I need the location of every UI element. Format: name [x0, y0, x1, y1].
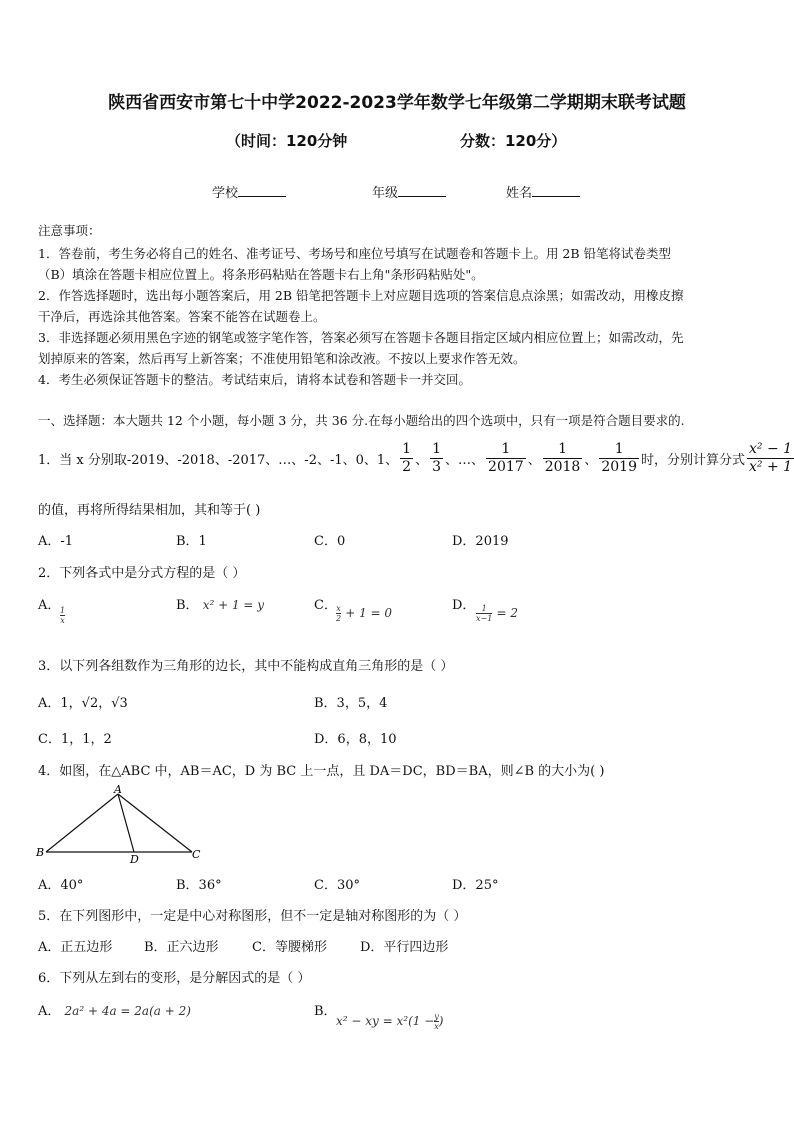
note-2b: 干净后，再选涂其他答案。答案不能答在试题卷上。	[38, 309, 326, 324]
segment-ad	[118, 794, 134, 852]
q4-option-a[interactable]: A．40°	[38, 878, 84, 893]
q4-option-b[interactable]: B．36°	[176, 878, 222, 893]
exam-time: （时间：120分钟	[226, 132, 348, 150]
expression-fraction: $\frac{\text{x² − 1}}{\text{x² + 1}}$	[749, 441, 793, 475]
q4-option-c[interactable]: C．30°	[314, 878, 360, 893]
q2-a-expr: 1 x	[60, 606, 66, 625]
triangle-figure	[34, 782, 214, 866]
exam-score: 分数：120分）	[460, 132, 567, 150]
q1-option-b[interactable]: B．1	[176, 534, 207, 549]
note-4: 4．考生必须保证答题卡的整洁。考试结束后，请将本试卷和答题卡一并交回。	[38, 372, 471, 387]
grade-blank[interactable]	[398, 184, 446, 197]
q2-c-label: C．	[314, 598, 337, 613]
q3-option-a[interactable]: A．1，√2，√3	[38, 696, 128, 711]
question-1-stem	[38, 441, 794, 476]
note-1b: （B）填涂在答题卡相应位置上。将条形码粘贴在答题卡右上角"条形码粘贴处"。	[38, 267, 484, 282]
question-5-stem: 5．在下列图形中，一定是中心对称图形，但不一定是轴对称图形的为（ ）	[38, 909, 467, 924]
note-2a: 2．作答选择题时，选出每小题答案后，用 2B 铅笔把答题卡上对应题目选项的答案信息点涂黑；如需改动，用橡皮擦	[38, 288, 684, 303]
note-1a: 1．答卷前，考生务必将自己的姓名、准考证号、考场号和座位号填写在试题卷和答题卡上。用 2B 铅笔将试卷类型	[38, 246, 672, 261]
question-6-stem: 6．下列从左到右的变形，是分解因式的是（ ）	[38, 971, 311, 986]
separator: 、	[527, 453, 541, 468]
separator: 、	[415, 453, 429, 468]
separator: 、	[584, 453, 598, 468]
q2-b-expr: x² + 1 = y	[202, 598, 265, 612]
q4-option-d[interactable]: D．25°	[452, 878, 499, 893]
note-3a: 3．非选择题必须用黑色字迹的钢笔或签字笔作答，答案必须写在答题卡各题目指定区域内相应位置上；如需改动，先	[38, 330, 684, 345]
q6-b-label: B．	[314, 1004, 337, 1019]
q2-b-label: B．	[176, 598, 199, 613]
q5-option-a[interactable]: A．正五边形	[38, 940, 113, 955]
q2-a-label: A．	[38, 598, 61, 613]
q2-option-a[interactable]	[38, 594, 66, 625]
q2-d-expr: $\frac{1}{x-1}$ = 2	[476, 604, 518, 623]
q2-option-c[interactable]	[314, 594, 393, 623]
fraction-1-2: $\frac{1}{2}$	[402, 441, 412, 475]
fraction-1-2017: $\frac{1}{2017}$	[488, 441, 524, 475]
q6-option-b[interactable]	[314, 1000, 444, 1031]
name-label: 姓名	[506, 186, 533, 201]
segment-ab	[46, 794, 118, 852]
q5-option-c[interactable]: C．等腰梯形	[252, 940, 327, 955]
grade-label: 年级	[372, 186, 399, 201]
question-3-stem: 3．以下列各组数作为三角形的边长，其中不能构成直角三角形的是（ ）	[38, 659, 454, 674]
q6-b-expr: x² − xy = x²(1 − $\frac{y}{x}$ )	[336, 1012, 444, 1031]
q1-mid: 时，分别计算分式	[641, 453, 746, 468]
school-blank[interactable]	[238, 184, 286, 197]
q2-c-expr: $\frac{x}{2}$ + 1 = 0	[336, 604, 393, 623]
name-field	[506, 182, 580, 201]
exam-title: 陕西省西安市第七十中学2022-2023学年数学七年级第二学期期末联考试题	[108, 93, 686, 113]
q5-option-b[interactable]: B．正六边形	[144, 940, 219, 955]
q1-option-d[interactable]: D．2019	[452, 534, 509, 549]
fraction-1-3: $\frac{1}{3}$	[432, 441, 442, 475]
q6-option-a[interactable]	[38, 1000, 191, 1019]
q2-option-b[interactable]	[176, 594, 264, 613]
q1-lead: 1．当 x 分别取-2019、-2018、-2017、…、-2、-1、0、1、	[38, 453, 399, 468]
q2-d-label: D．	[452, 598, 476, 613]
vertex-d-label: D	[130, 853, 139, 866]
name-blank[interactable]	[532, 184, 580, 197]
fraction-1-2019: $\frac{1}{2019}$	[601, 441, 637, 475]
fraction-1-2018: $\frac{1}{2018}$	[544, 441, 581, 475]
ellipsis: 、…、	[445, 453, 485, 468]
q2-option-d[interactable]	[452, 594, 518, 623]
q3-option-b[interactable]: B．3，5，4	[314, 696, 388, 711]
vertex-c-label: C	[192, 848, 201, 861]
q1-option-c[interactable]: C．0	[314, 534, 346, 549]
vertex-a-label: A	[114, 783, 122, 796]
note-3b: 划掉原来的答案，然后再写上新答案；不准使用铅笔和涂改液。不按以上要求作答无效。	[38, 351, 526, 366]
school-label: 学校	[212, 186, 239, 201]
q1-option-a[interactable]: A．-1	[38, 534, 74, 549]
q1-tail: 的值，再将所得结果相加，其和等于( )	[38, 503, 261, 518]
notes-heading: 注意事项：	[38, 223, 101, 238]
q5-option-d[interactable]: D．平行四边形	[360, 940, 449, 955]
section-1-heading: 一、选择题：本大题共 12 个小题，每小题 3 分，共 36 分.在每小题给出的四个选项中，只有一项是符合题目要求的.	[38, 413, 685, 428]
question-4-stem: 4．如图，在△ABC 中，AB＝AC，D 为 BC 上一点，且 DA＝DC，BD＝BA，则∠B 的大小为( )	[38, 764, 605, 779]
segment-ac	[118, 794, 192, 852]
q6-a-label: A．	[38, 1004, 61, 1019]
question-2-stem: 2．下列各式中是分式方程的是（ ）	[38, 566, 246, 581]
q3-option-c[interactable]: C．1，1，2	[38, 732, 112, 747]
q3-option-d[interactable]: D．6，8，10	[314, 732, 397, 747]
grade-field	[372, 182, 446, 201]
vertex-b-label: B	[36, 846, 45, 859]
school-field	[212, 182, 286, 201]
q6-a-expr: 2a² + 4a = 2a(a + 2)	[64, 1004, 191, 1018]
